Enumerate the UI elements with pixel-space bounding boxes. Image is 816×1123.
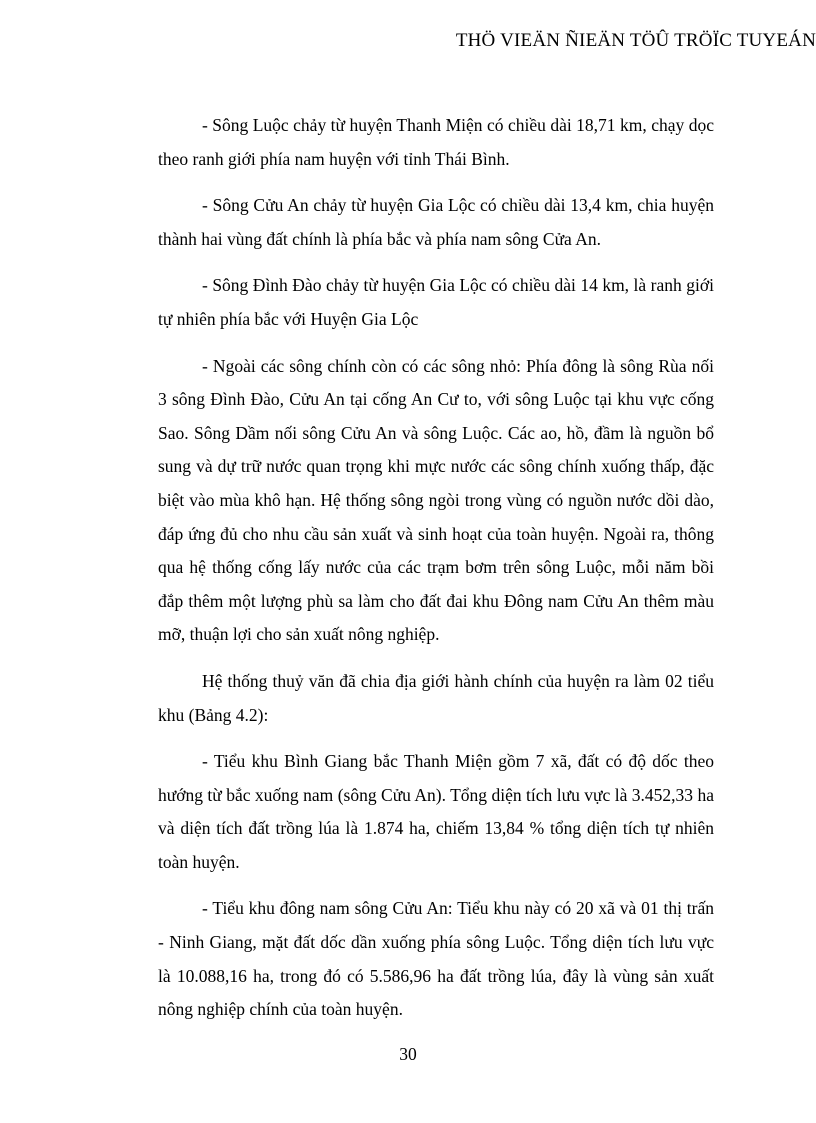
paragraph-song-dinh-dao: - Sông Đình Đào chảy từ huyện Gia Lộc có chiều dài 14 km, là ranh giới tự nhiên phía bắc với Huyện Gia Lộc [158, 275, 714, 329]
paragraph-tieu-khu-binh-giang: - Tiểu khu Bình Giang bắc Thanh Miện gồm 7 xã, đất có độ dốc theo hướng từ bắc xuống nam (sông Cửu An). Tổng diện tích lưu vực là 3.452,33 ha và diện tích đất trồng lúa là 1.874 ha, chiếm 13,84 % tổng diện tích tự nhiên toàn huyện. [158, 751, 714, 872]
page-header: THÖ VIEÄN ÑIEÄN TÖÛ TRÖÏC TUYEÁN [455, 30, 816, 51]
paragraph-song-nho: - Ngoài các sông chính còn có các sông nhỏ: Phía đông là sông Rùa nối 3 sông Đình Đào, Cửu An tại cống An Cư to, với sông Luộc tại khu vực cống Sao. Sông Dầm nối sông Cửu An và sông Luộc. Các ao, hồ, đầm là nguồn bổ sung và dự trữ nước quan trọng khi mực nước các sông chính xuống thấp, đặc biệt vào mùa khô hạn. Hệ thống sông ngòi trong vùng có nguồn nước dồi dào, đáp ứng đủ cho nhu cầu sản xuất và sinh hoạt của toàn huyện. Ngoài ra, thông qua hệ thống cống lấy nước của các trạm bơm trên sông Luộc, mỗi năm bồi đắp thêm một lượng phù sa làm cho đất đai khu Đông nam Cửu An thêm màu mỡ, thuận lợi cho sản xuất nông nghiệp. [158, 355, 714, 645]
paragraph-he-thong-thuy-van: Hệ thống thuỷ văn đã chia địa giới hành chính của huyện ra làm 02 tiểu khu (Bảng 4.2): [158, 670, 714, 725]
paragraph-song-luoc: - Sông Luộc chảy từ huyện Thanh Miện có chiều dài 18,71 km, chạy dọc theo ranh giới phía nam huyện với tỉnh Thái Bình. [158, 115, 714, 169]
document-body [158, 109, 714, 1040]
paragraph-tieu-khu-dong-nam: - Tiểu khu đông nam sông Cửu An: Tiểu khu này có 20 xã và 01 thị trấn - Ninh Giang, mặt đất dốc dần xuống phía sông Luộc. Tổng diện tích lưu vực là 10.088,16 ha, trong đó có 5.586,96 ha đất trồng lúa, đây là vùng sản xuất nông nghiệp chính của toàn huyện. [158, 898, 714, 1020]
paragraph-song-cuu-an: - Sông Cửu An chảy từ huyện Gia Lộc có chiều dài 13,4 km, chia huyện thành hai vùng đất chính là phía bắc và phía nam sông Cửa An. [158, 195, 714, 249]
page-number: 30 [399, 1044, 417, 1064]
